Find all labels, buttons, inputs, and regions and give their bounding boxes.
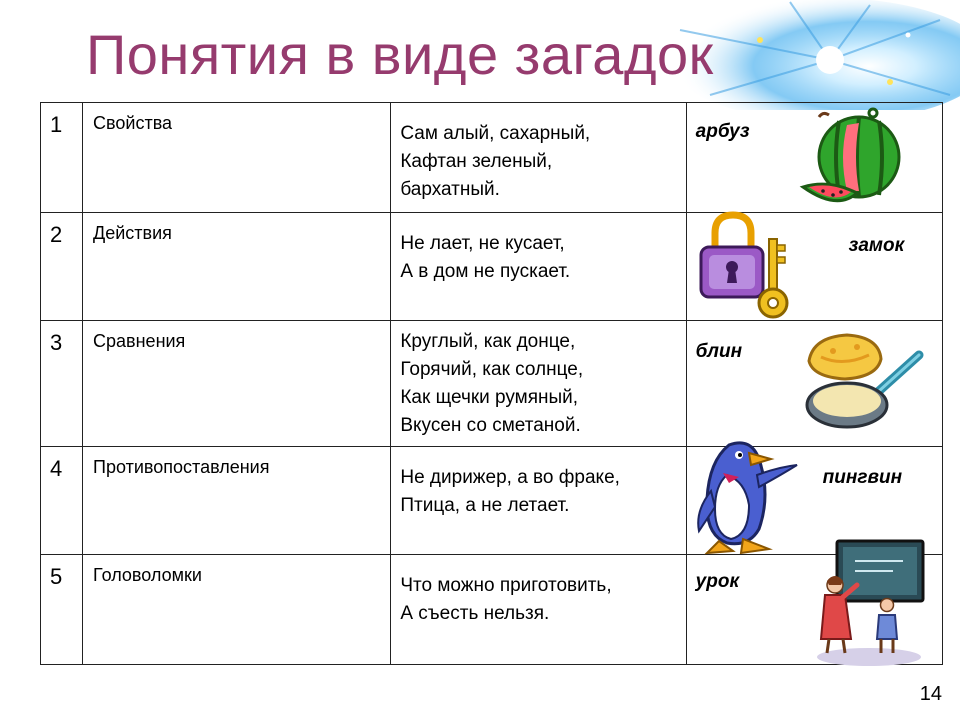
cell-category — [83, 555, 391, 665]
cell-number — [41, 103, 83, 213]
cell-number — [41, 555, 83, 665]
row-number: 1 — [50, 112, 63, 137]
riddle-text: Сам алый, сахарный, Кафтан зеленый, бархатный. — [400, 123, 591, 200]
cell-category — [83, 213, 391, 321]
slide-title: Понятия в виде загадок — [86, 23, 714, 86]
cell-answer — [686, 103, 942, 213]
cell-riddle — [391, 103, 686, 213]
category-label: Свойства — [93, 113, 173, 133]
pancake-pan-icon — [803, 329, 931, 439]
riddle-text: Что можно приготовить, А съесть нельзя. — [400, 575, 612, 624]
answer-label: арбуз — [695, 121, 750, 142]
riddles-table — [40, 102, 943, 665]
cell-category — [83, 103, 391, 213]
category-label: Головоломки — [93, 565, 202, 585]
table-row — [41, 103, 943, 213]
riddle-text: Не дирижер, а во фраке, Птица, а не летает. — [400, 467, 620, 516]
table-row — [41, 213, 943, 321]
riddle-text: Круглый, как донце, Горячий, как солнце, Как щечки румяный, Вкусен со сметаной. — [400, 331, 584, 436]
row-number: 2 — [50, 222, 63, 247]
table-row — [41, 321, 943, 447]
cell-number — [41, 213, 83, 321]
row-number: 3 — [50, 330, 63, 355]
category-label: Сравнения — [93, 331, 186, 351]
answer-label: блин — [695, 341, 743, 362]
classroom-lesson-icon — [813, 535, 927, 667]
category-label: Противопоставления — [93, 457, 270, 477]
cell-answer — [686, 321, 942, 447]
padlock-key-icon — [695, 209, 807, 321]
cell-answer — [686, 213, 942, 321]
category-label: Действия — [93, 223, 172, 243]
riddle-text: Не лает, не кусает, А в дом не пускает. — [400, 233, 571, 282]
answer-label: урок — [695, 571, 740, 592]
watermelon-icon — [799, 107, 903, 211]
cell-category — [83, 447, 391, 555]
page-number: 14 — [919, 683, 942, 705]
cell-riddle — [391, 213, 686, 321]
penguin-icon — [693, 435, 805, 559]
row-number: 5 — [50, 564, 63, 589]
cell-category — [83, 321, 391, 447]
answer-label: пингвин — [822, 467, 903, 488]
answer-label: замок — [848, 235, 905, 256]
cell-number — [41, 447, 83, 555]
cell-riddle — [391, 555, 686, 665]
cell-riddle — [391, 447, 686, 555]
row-number: 4 — [50, 456, 63, 481]
cell-riddle — [391, 321, 686, 447]
table-row — [41, 447, 943, 555]
table-row — [41, 555, 943, 665]
cell-number — [41, 321, 83, 447]
cell-answer — [686, 555, 942, 665]
